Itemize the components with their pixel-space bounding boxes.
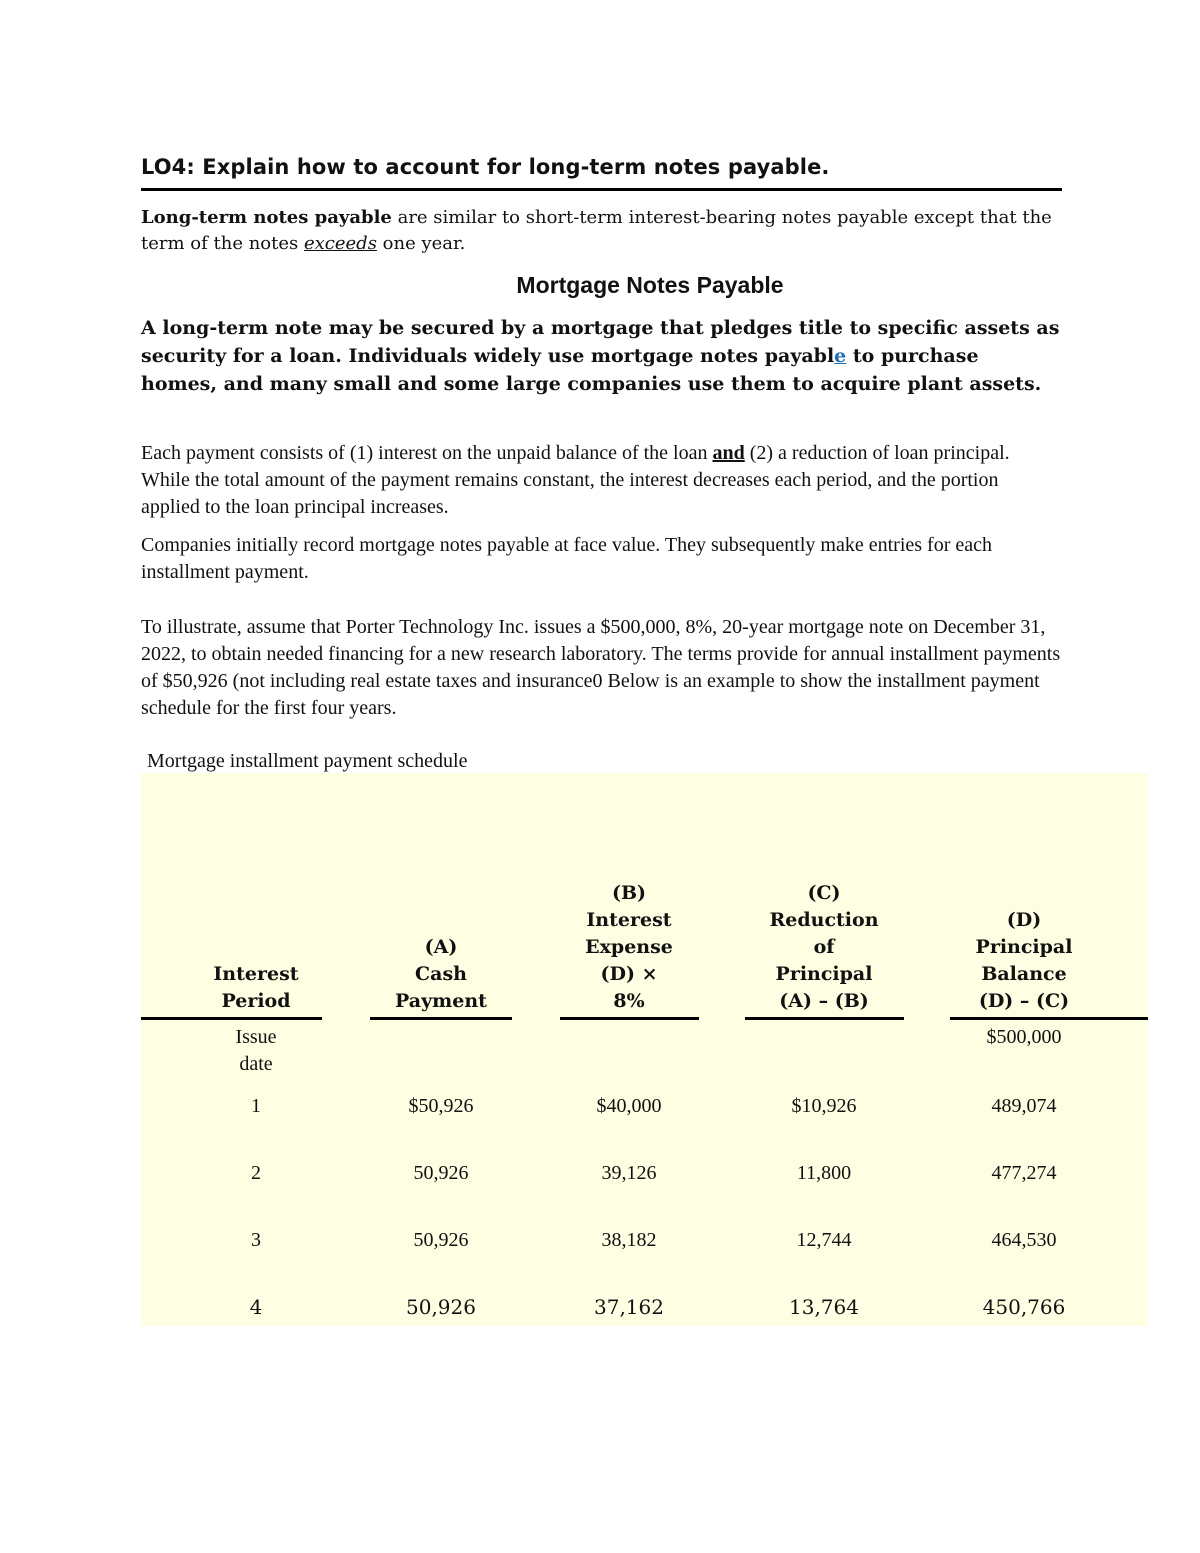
header-line: (D) – (C) — [978, 990, 1070, 1012]
header-line: Reduction — [769, 909, 879, 931]
header-line: Payment — [395, 990, 487, 1012]
table-cell: 13,764 — [789, 1295, 859, 1319]
header-rule — [950, 1017, 1148, 1020]
issue-balance-cell: $500,000 — [986, 1026, 1062, 1048]
header-line: (B) — [611, 882, 647, 904]
mortgage-text-2: that pledges title to specific assets as security for a loan. Individuals widely use — [141, 317, 1060, 367]
table-cell: 464,530 — [991, 1229, 1057, 1251]
table-cell: $50,926 — [408, 1095, 474, 1117]
table-cell: 50,926 — [413, 1162, 469, 1184]
illustrate-paragraph: To illustrate, assume that Porter Technology Inc. issues a $500,000, 8%, 20-year mortgage note on December 31, 2022, to obtain needed financing for a new research laboratory. The terms provide for annual installment payments of $50,926 (not including real estate taxes and insurance0 Below is an example to show the installment payment schedule for the first four years. — [141, 616, 1061, 719]
section-heading: LO4: Explain how to account for long-term notes payable. — [141, 155, 830, 179]
header-line: (D) — [1006, 909, 1042, 931]
header-line: Interest — [586, 909, 672, 931]
issue-label-line: Issue — [235, 1026, 277, 1048]
table-cell: 38,182 — [601, 1229, 657, 1251]
emphasis-and: and — [712, 442, 745, 464]
header-rule — [370, 1017, 512, 1020]
header-line: Expense — [585, 936, 673, 958]
header-line: Cash — [415, 963, 467, 985]
header-interest-period — [141, 961, 371, 1015]
header-line: Principal — [775, 963, 873, 985]
intro-text-1: are similar to short-term interest-bearing notes payable except that the term of the notes — [141, 207, 1052, 254]
header-rule — [141, 1017, 322, 1020]
header-line: Interest — [213, 963, 299, 985]
table-cell: 50,926 — [413, 1229, 469, 1251]
header-line: Balance — [981, 963, 1067, 985]
issue-date-cell — [186, 1024, 326, 1078]
header-line: (A) — [424, 936, 458, 958]
table-cell: 477,274 — [991, 1162, 1057, 1184]
hyperlink-letter[interactable]: e — [834, 345, 847, 367]
header-principal-balance — [950, 907, 1098, 1015]
mortgage-text-1: A long-term note may be secured by a — [141, 317, 551, 339]
emphasis-exceeds: exceeds — [303, 233, 377, 254]
section-subtitle: Mortgage Notes Payable — [516, 272, 784, 298]
header-rule — [560, 1017, 699, 1020]
header-line: (C) — [807, 882, 841, 904]
term-mortgage-notes-payable: mortgage notes payabl — [590, 345, 835, 367]
payment-text-2: (2) a reduction of loan principal. While the total amount of the payment remains constant, the interest decreases each period, and the portion applied to the loan principal increases. — [141, 442, 1010, 518]
table-cell: $40,000 — [596, 1095, 662, 1117]
header-line: (A) – (B) — [779, 990, 869, 1012]
mortgage-paragraph — [141, 314, 1061, 398]
table-cell: 450,766 — [982, 1295, 1066, 1319]
term-long-term-notes: Long-term notes payable — [141, 207, 392, 228]
header-line: 8% — [613, 990, 645, 1012]
table-cell: 3 — [251, 1229, 261, 1251]
intro-text-2: one year. — [376, 233, 466, 254]
payment-text-1: Each payment consists of (1) interest on the unpaid balance of the loan — [141, 442, 713, 464]
table-cell: 2 — [251, 1162, 261, 1184]
table-cell: 50,926 — [406, 1295, 476, 1319]
table-cell: 4 — [249, 1295, 263, 1319]
table-cell: 1 — [251, 1095, 261, 1117]
header-line: Principal — [975, 936, 1073, 958]
term-mortgage: mortgage — [550, 317, 654, 339]
header-line: of — [813, 936, 835, 958]
table-cell: 39,126 — [601, 1162, 657, 1184]
table-cell: 11,800 — [796, 1162, 852, 1184]
header-interest-expense — [560, 880, 698, 1015]
header-cash-payment — [370, 934, 512, 1015]
table-cell: 12,744 — [796, 1229, 852, 1251]
issue-label-line: date — [239, 1053, 273, 1075]
table-cell: 489,074 — [991, 1095, 1057, 1117]
record-paragraph: Companies initially record mortgage notes payable at face value. They subsequently make entries for each installment payment. — [141, 534, 992, 583]
header-line: (D) × — [600, 963, 658, 985]
header-reduction-of-principal — [745, 880, 903, 1015]
payment-paragraph — [141, 440, 1061, 521]
table-cell: 37,162 — [594, 1295, 664, 1319]
header-line: Period — [221, 990, 291, 1012]
header-rule — [745, 1017, 904, 1020]
mortgage-text-3: to purchase homes, and many small and some large companies use them to acquire plant assets. — [141, 345, 1042, 395]
table-caption: Mortgage installment payment schedule — [147, 750, 468, 772]
table-cell: $10,926 — [791, 1095, 857, 1117]
heading-rule — [141, 188, 1062, 191]
intro-paragraph — [141, 205, 1061, 257]
